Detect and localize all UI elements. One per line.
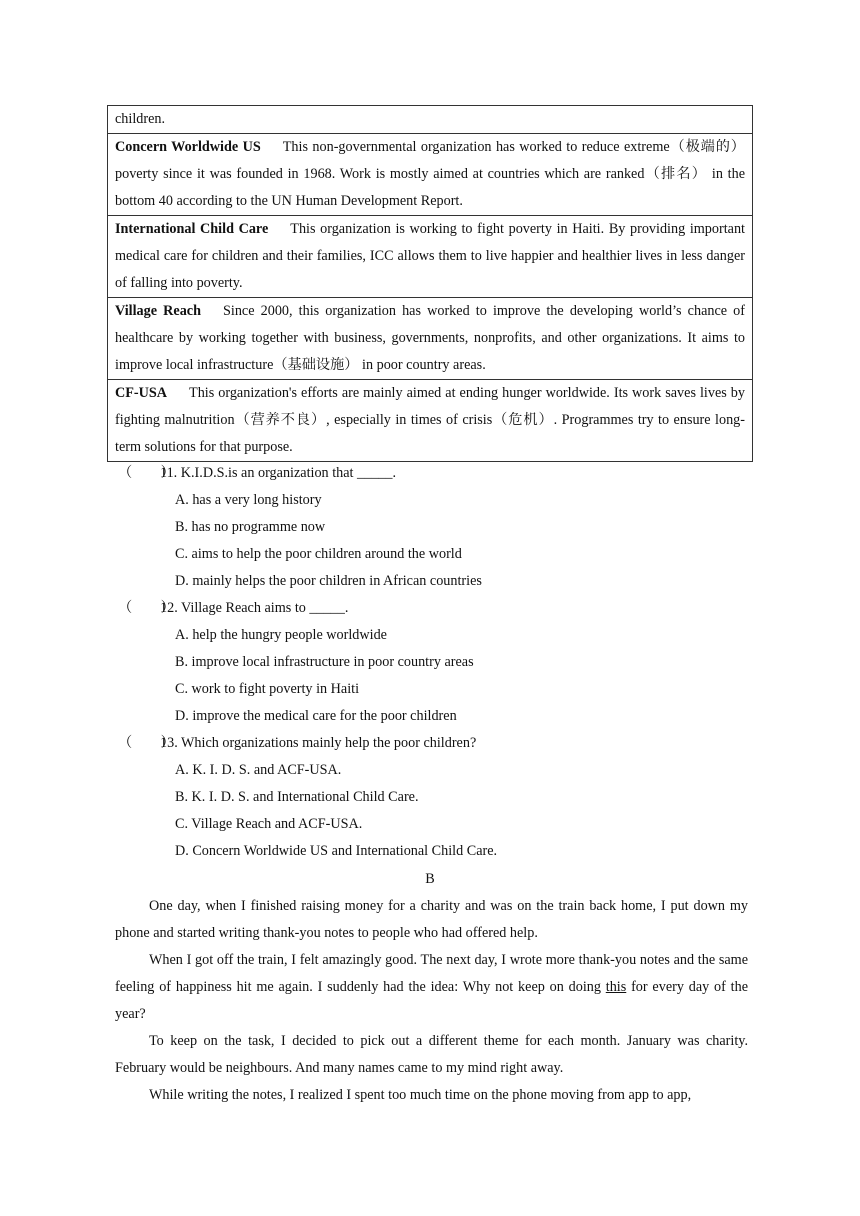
underlined-word: this bbox=[605, 979, 627, 995]
table-cell: children. bbox=[108, 106, 753, 134]
org-description: This organization is working to fight poverty in Haiti. By providing important medical care for children and their families, ICC allows them to live happier and healthier lives in less danger of falling into poverty. bbox=[115, 221, 745, 291]
table-cell bbox=[108, 298, 753, 380]
option: B. has no programme now bbox=[175, 519, 326, 535]
option: A. has a very long history bbox=[175, 492, 322, 508]
table-cell bbox=[108, 134, 753, 216]
org-description: Since 2000, this organization has worked to improve the developing world’s chance of healthcare by working together with business, governments, nonprofits, and other organizations. It aims to improve local infrastructure（基础设施） in poor country areas. bbox=[115, 303, 745, 373]
paragraph-text: for every day of the year? bbox=[115, 979, 748, 1022]
org-name: International Child Care bbox=[115, 221, 269, 237]
section-heading: B bbox=[425, 871, 435, 887]
answer-blank: （ ） bbox=[118, 735, 175, 751]
paragraph: One day, when I finished raising money for a charity and was on the train back home, I put down my phone and started writing thank-you notes to people who had offered help. bbox=[115, 898, 748, 941]
question-stem: 12. Village Reach aims to _____. bbox=[160, 600, 349, 616]
org-description: This organization's efforts are mainly aimed at ending hunger worldwide. Its work saves lives by fighting malnutrition（营养不良）, especially in times of crisis（危机）. Programmes try to ensure long-term solutions for that purpose. bbox=[115, 385, 745, 455]
table-cell bbox=[108, 216, 753, 298]
table-row bbox=[108, 298, 753, 380]
option: B. improve local infrastructure in poor country areas bbox=[175, 654, 474, 670]
option: D. Concern Worldwide US and International Child Care. bbox=[175, 843, 498, 859]
org-name: CF-USA bbox=[115, 385, 168, 401]
answer-blank: （ ） bbox=[118, 600, 175, 616]
question-stem: 13. Which organizations mainly help the poor children? bbox=[160, 735, 477, 751]
table-row bbox=[108, 216, 753, 298]
organizations-table bbox=[107, 105, 753, 462]
option: D. mainly helps the poor children in African countries bbox=[175, 573, 482, 589]
table-row bbox=[108, 134, 753, 216]
option: A. K. I. D. S. and ACF-USA. bbox=[175, 762, 342, 778]
option: C. aims to help the poor children around the world bbox=[175, 546, 462, 562]
option: D. improve the medical care for the poor children bbox=[175, 708, 457, 724]
paragraph: To keep on the task, I decided to pick out a different theme for each month. January was charity. February would be neighbours. And many names came to my mind right away. bbox=[115, 1033, 748, 1076]
table-cell bbox=[108, 380, 753, 462]
table-row bbox=[108, 106, 753, 134]
option: C. work to fight poverty in Haiti bbox=[175, 681, 360, 697]
option: A. help the hungry people worldwide bbox=[175, 627, 387, 643]
paragraph: While writing the notes, I realized I spent too much time on the phone moving from app to app, bbox=[149, 1087, 692, 1103]
option: B. K. I. D. S. and International Child Care. bbox=[175, 789, 419, 805]
org-name: Concern Worldwide US bbox=[115, 139, 261, 155]
question-stem: 11. K.I.D.S.is an organization that _____. bbox=[160, 465, 397, 481]
answer-blank: （ ） bbox=[118, 465, 175, 481]
paragraph-text: When I got off the train, I felt amazingly good. The next day, I wrote more thank-you notes and the same feeling of happiness hit me again. I suddenly had the idea: Why not keep on doing bbox=[115, 952, 748, 995]
org-name: Village Reach bbox=[115, 303, 201, 319]
paragraph bbox=[115, 947, 748, 1028]
option: C. Village Reach and ACF-USA. bbox=[175, 816, 363, 832]
org-description: This non-governmental organization has worked to reduce extreme（极端的） poverty since it was founded in 1968. Work is mostly aimed at countries which are ranked（排名） in the bottom 40 according to the UN Human Development Report. bbox=[115, 139, 745, 209]
table-row bbox=[108, 380, 753, 462]
